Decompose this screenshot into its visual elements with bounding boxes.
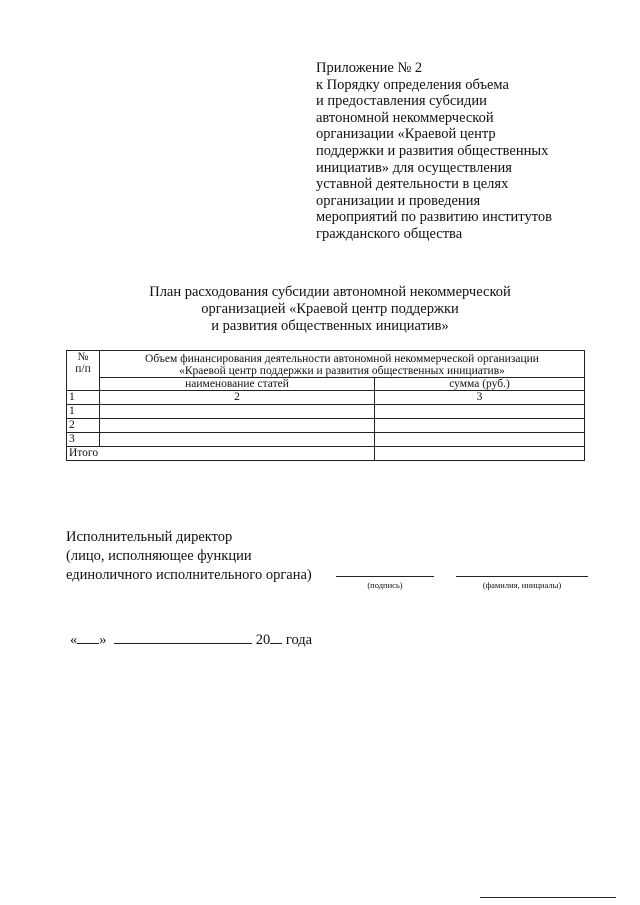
number-column-header [67,351,100,391]
amount-header: сумма (руб.) [375,378,585,391]
row-number: 3 [67,433,100,447]
row-item-name[interactable] [100,405,375,419]
row-item-name[interactable] [100,433,375,447]
total-label: Итого [67,447,375,461]
appendix-line: уставной деятельности в целях [316,176,509,193]
expense-plan-table [66,350,585,461]
month-blank[interactable] [114,632,252,644]
date-close-quote: » [99,632,107,648]
row-number: 2 [67,419,100,433]
appendix-line: инициатив» для осуществления [316,159,512,176]
signer-block [66,528,312,585]
row-amount[interactable] [375,419,585,433]
full-name-caption: (фамилия, инициалы) [482,580,562,590]
plan-title-line: и развития общественных инициатив» [211,318,449,334]
table-row [67,419,585,433]
appendix-line: поддержки и развития общественных [316,142,549,159]
row-number: 1 [67,405,100,419]
appendix-line: к Порядку определения объема [316,76,509,93]
signer-line: единоличного исполнительного органа) [66,567,312,583]
year-suffix: года [285,632,313,648]
total-amount[interactable] [375,447,585,461]
table-row [67,405,585,419]
day-blank[interactable] [77,632,99,644]
numbering-cell: 2 [100,391,375,405]
numbering-cell: 1 [67,391,100,405]
plan-title-line: организацией «Краевой центр поддержки [201,301,459,317]
table-subheader-row [67,378,585,391]
total-row [67,447,585,461]
appendix-line: организации «Краевой центр [316,126,496,143]
signer-line: Исполнительный директор [66,529,233,545]
signature-caption: (подпись) [367,580,403,590]
year-blank[interactable] [270,632,282,644]
signature-line[interactable] [336,576,434,577]
full-name-line[interactable] [456,576,588,577]
financing-header-line: Объем финансирования деятельности автономной некоммерческой организации [145,353,539,365]
plan-title-line: План расходования субсидии автономной некоммерческой [149,284,511,300]
appendix-line: мероприятий по развитию институтов [316,209,552,226]
table-header-row [67,351,585,378]
number-header-symbol: № [77,351,89,363]
footer-rule [480,897,616,898]
row-amount[interactable] [375,405,585,419]
row-amount[interactable] [375,433,585,447]
year-prefix: 20 [255,632,271,648]
appendix-block [316,60,616,243]
appendix-line: Приложение № 2 [316,60,423,76]
appendix-line: организации и проведения [316,192,481,209]
financing-header-line: «Краевой центр поддержки и развития общественных инициатив» [179,365,505,377]
column-numbering-row [67,391,585,405]
row-item-name[interactable] [100,419,375,433]
appendix-line: автономной некоммерческой [316,109,494,126]
item-name-header: наименование статей [100,378,375,391]
financing-group-header [100,351,585,378]
date-open-quote: « [70,632,78,648]
numbering-cell: 3 [375,391,585,405]
appendix-line: гражданского общества [316,225,463,242]
date-line [70,632,312,649]
plan-title [100,284,560,335]
appendix-line: и предоставления субсидии [316,93,487,110]
table-row [67,433,585,447]
number-header-abbrev: п/п [75,363,91,375]
signer-line: (лицо, исполняющее функции [66,548,252,564]
